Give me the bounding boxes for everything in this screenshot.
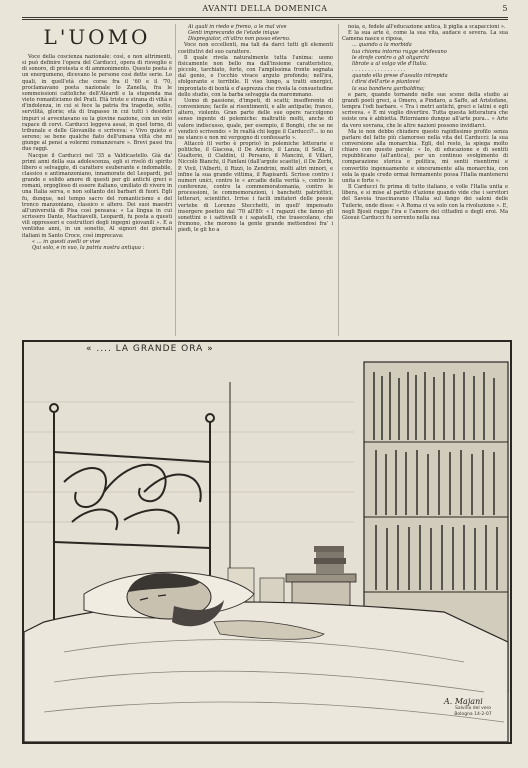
article-column-2 xyxy=(178,24,333,336)
paragraph: Uomo di passione, d'impeti, di scatti; insofferente di convenienze; facile ai risentimenti, e alle antipatie; franco, altero, violento. Gran parte delle sue opere raccolgono senso ingente di polemiche: maltrattò molti, anche di valore indiscusso, quale, per esempio, il Bonghi, che se ne vendicò scrivendo: « In realtà chi legge il Carducci?... io no ne stanco e non mi vergogno di confessarlo ». xyxy=(178,97,333,141)
verse-line: quando ella prese d'assalto intrepida xyxy=(352,73,448,80)
paragraph: Il Carducci fu prima di tutto italiano, e volle l'Italia unita e libera, e si mise al partito d'azione quando vide che i servitori del Savoia trascinavano l'Italia sul fango dei saloni delle Tuilerie, onde disse: « A Roma ci va solo con la rivoluzione ». E, negli Bjosii rugge l'ira e l'amore dei cittadini e degli eroi. Ma Giosuè Carducci fu sorrento nella sua xyxy=(342,184,508,221)
verse-line: librate a al volgo vile d'Italia. xyxy=(352,60,428,67)
verse-ellipsis: . . . . . . . . . . . . . . . . . xyxy=(352,67,406,74)
verse-line: le strofe contro a gli oligarchi xyxy=(352,54,429,61)
column-separator xyxy=(338,24,339,336)
deathbed-illustration xyxy=(22,340,512,744)
newspaper-title: AVANTI DELLA DOMENICA xyxy=(202,4,328,13)
wall-hatching xyxy=(24,402,354,522)
verse-line: la sua bandiera garibaldina; xyxy=(352,85,425,92)
paragraph: Voce della coscienza nazionale: così, e non altrimenti, si può definire l'opera del Carducci, opera di risveglio e di sonoro, di protesta e di ammonimento. Questo poeta è un energumeno, dicevano le persone così dette serie. Lo quali, in quell'età che corse fra il '60 e il '70, proclamavano poeta nazionale lo Zanella, fra le sommeissioni cattoliche dell'Aleardi e la stupenda ma vieto romanticismo del Prati. Età triste e strana di viltà e d'indolenza, in cui si fece la patria fra tragedie, sotto, servilità, glorie; età di trapasso in cui tutti i desideri impuri si avventavano su la giovine nazione, con un volo rapace di corvi. Carducci leggeva assai, in quel torno, di tribunale e delle Giovanilie e scriveva: « Vivo quieto e sereno; se bene qualche fiato dell'umana viltà che mi giunge al pensi a volermi romanzevare ». Brevi passi tra due raggi. xyxy=(22,54,172,153)
verse-line: Dispregiator, ch'altro non posso eterno. xyxy=(188,36,291,43)
paragraph: Ma io non debbo chiudere questo rapidissimo profilo senza parlare del fatto più clamoroso nella vita del Carducci: la sua conversione alla monarchia. Egli, del resto, la spiega molto chiaro con queste parole: « Io, di educazione e di sentiti repubblicano (all'antica), per un continuo svolgimento di comparazione storica e politica, mi sentii risentirmi e convertito ingenuamente e sinceramente alla monarchia, con sola la quale credo ormai fermamente possa l'Italia mantenersi unita e forte ». xyxy=(342,128,508,184)
verse-line: tua chioma intorno rugge stridevano xyxy=(352,48,447,55)
illustration-caption: « .... LA GRANDE ORA » xyxy=(86,344,214,354)
paragraph: Attaccò (il verbo è proprio) in polemiche letterarie e politiche, il Giacosa, il De Amicis, il Lanza, il Sella, il Gualterio, il Cialdini, il Persano, il Mancini, il Villari, Niccolò Bianchi, il Fanfani (dall'argute scaette), il De Zerbi, P. Vivil, l'Alberti, il Rizzi, lo Zendrini, molti altri minori, e infine la sua grande vittima, il Rapisardi. Scrisse contro i numeri unici, contro le « arcadie della verità », contro le conferenze, contro la commemoratomania, contro le processioni, le commemorazioni, i banchetti patriottici, letterari, scientifici. Irrise i facili imitatori delle poesie vertebe di Lorenzo Stecchetti, in quell' impensato insorgere poetico dal '70 all'80: « I ragazzi che fanno gli sonettini o i sattivelli e i sapatelli, che trasecolano, che fremono, che morono la gente grande mettendosi fra' i piedi, le gli ho a xyxy=(178,140,333,234)
verse-line: ... quando a la morbida xyxy=(352,42,412,49)
verse-line: i dirsi dell'arte e piantovvi xyxy=(352,79,420,86)
paragraph: Nacque il Carducci nel '35 a Valdicastello. Già da' primi anni della sua adolescenza, egli si rivelò di spirito libero e selvaggio, di carattere esuberante e indomabile, classico e antimanzoniano, innamorato del Leopardi, pel grande e solido amore di questi per gli antichi greci e romani, orgoglioso di essere italiano, umiliato di vivere in una Italia serva, e non soltanto dei barbari di fuori. Egli fu, dunque, nel tempo sacro del romanticismo e del tronco manzoniano, classico e altero. Dei suoi maestri all'università di Pisa così pensava: « La lingua in cui scrissero Dante, Machiavelli, Leopardi, fu posta a questi vili oppressori e costruttori degli ingegni giovanili ». E a ventidue anni, in un sonetto, Al signori dei giornali italiani in Santo Croce, così imprecava: xyxy=(22,152,172,239)
illustration-artist-note: Salvino del vero Bologna 14-2-07 xyxy=(454,706,492,717)
paragraph: noia, e, fedele all'educazione antica, li piglia a scapaccioni ». xyxy=(348,24,506,30)
header-rule xyxy=(22,17,508,18)
page-number: 5 xyxy=(502,4,508,13)
illustration-drawing xyxy=(24,342,510,742)
article-title: L'UOMO xyxy=(43,25,151,49)
paragraph: Il quale rivela naturalmente tutta l'anima: uomo fisicamente non bello ma dall'insieme caratteristico, piccolo, tarchiato, forte, con l'amplissima fronte segnata dal genio, e l'occhio vivace arguto profondo; nell'ira, sfolgorante e terribile. Il viso lungo, a tratti energici, improntato di bontà e d'asprezza che rivela la consuetudine dello studio, con la barba selvaggia da maremmano. xyxy=(178,54,333,98)
verse-line: « ... in questi avelli or vive xyxy=(32,238,101,245)
header-rule-double xyxy=(22,19,508,20)
verse-line: Genti imprecando de l'etade inique xyxy=(188,30,279,37)
article-column-3 xyxy=(342,24,508,336)
page-header xyxy=(22,4,508,16)
artist-signature: A. Majani xyxy=(444,697,483,706)
paragraph: Voce non eccellenti, ma tali da darci tutti gli elementi costitutivi del suo carattere. xyxy=(178,42,333,55)
paragraph: e pare, quando tornando nelle sue scene della studio ai grandi poeti greci, a Omero, a Pindaro, a Saffo, ad Aristofane, tempra l'odi barbare. « Tra i metri antichi, greci e latini e egli scriveva. « E mi voglio divertire. Tutta questa letteratura che esiste ora è abbietta. Ritorniamo dunque all'arte pura... » Arte da vero sovrana, che le altre nazioni possono invidiarci. xyxy=(342,91,508,129)
column-separator xyxy=(175,24,176,336)
verse-line: Ai quali in riedo e fremo, a le mal vive xyxy=(188,24,287,30)
article-column-1 xyxy=(22,24,172,336)
verse-line: Qui solo, e in vuo, la patria nostra antiqua : xyxy=(32,244,145,251)
paragraph: E la sua arte è, come la sua vita, audace e severa. La sua Camena nasce e riposa, xyxy=(342,30,508,43)
